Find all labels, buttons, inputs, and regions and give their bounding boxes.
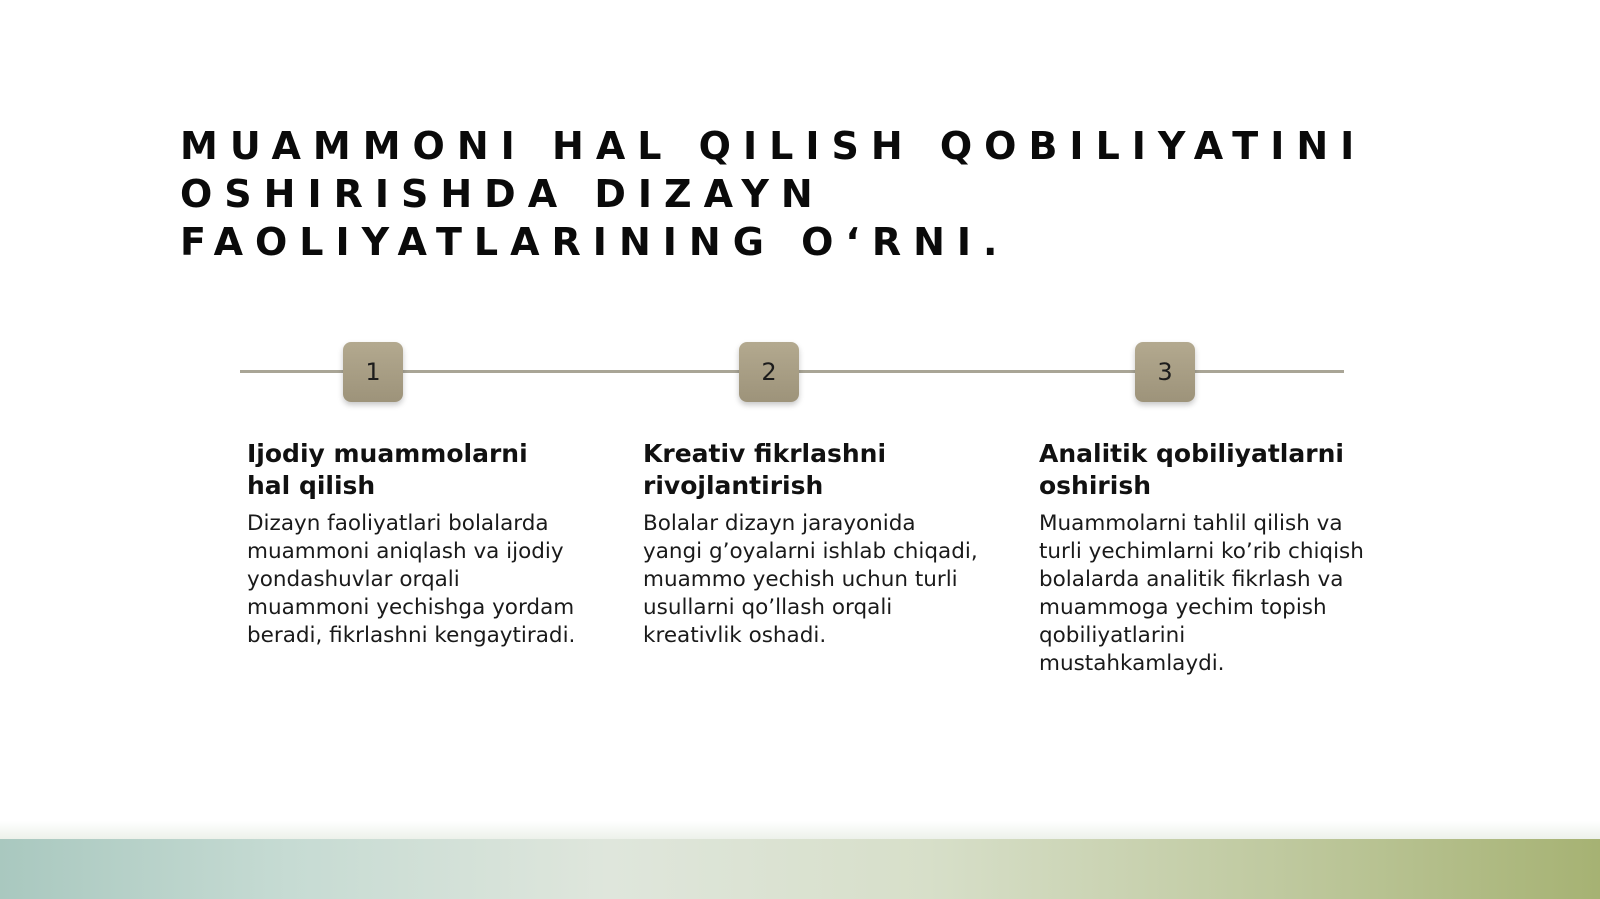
step-2-description: Bolalar dizayn jarayonida yangi g’oyalarni ishlab chiqadi, muammo yechish uchun turli usullarni qo’llash orqali kreativlik oshadi. (643, 511, 978, 648)
step-3-marker: 3 (1135, 342, 1195, 402)
step-3-description: Muammolarni tahlil qilish va turli yechimlarni ko’rib chiqish bolalarda analitik fikrlash va muammoga yechim topish qobiliyatlarini mustahkamlaydi. (1039, 511, 1364, 676)
step-3 (1039, 438, 1389, 678)
step-2-heading: Kreativ fikrlashni rivojlantirish (643, 439, 887, 500)
step-2-marker: 2 (739, 342, 799, 402)
step-1-heading: Ijodiy muammolarni hal qilish (247, 439, 528, 500)
step-2 (643, 438, 993, 650)
bottom-decorative-band (0, 839, 1600, 899)
step-3-heading: Analitik qobiliyatlarni oshirish (1039, 439, 1344, 500)
step-1 (247, 438, 597, 650)
step-1-description: Dizayn faoliyatlari bolalarda muammoni aniqlash va ijodiy yondashuvlar orqali muammoni yechishga yordam beradi, fikrlashni kengaytiradi. (247, 511, 576, 648)
step-1-marker: 1 (343, 342, 403, 402)
slide-title: MUAMMONI HAL QILISH QOBILIYATINI OSHIRISHDA DIZAYN FAOLIYATLARINING O‘RNI. (180, 124, 1367, 264)
